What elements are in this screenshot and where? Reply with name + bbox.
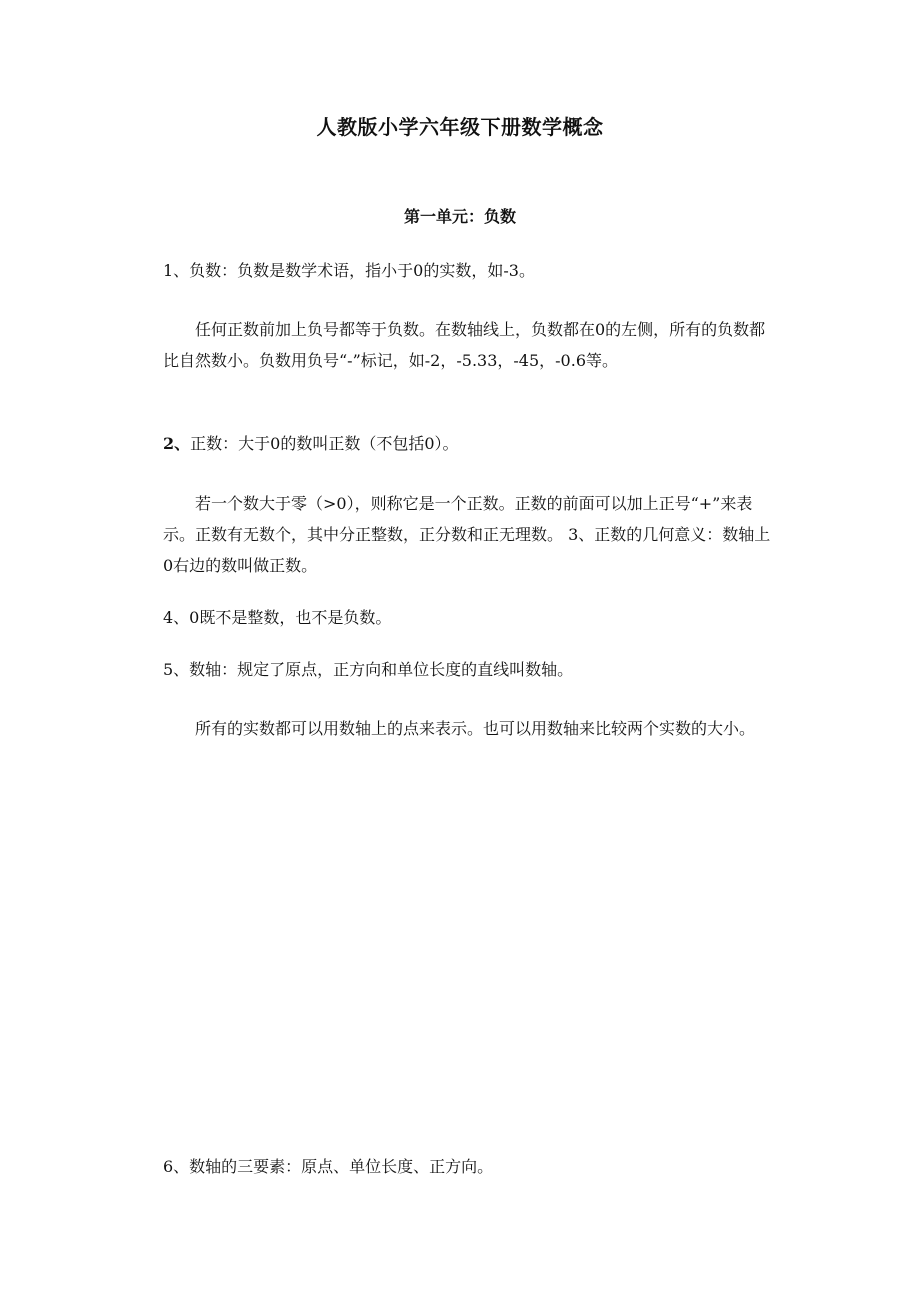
item-4: 4、0既不是整数，也不是负数。 bbox=[163, 608, 392, 627]
document-title: 人教版小学六年级下册数学概念 bbox=[316, 115, 604, 139]
item-1-paragraph: 任何正数前加上负号都等于负数。在数轴线上，负数都在0的左侧，所有的负数都比自然数小。负数用负号“-”标记，如-2，-5.33，-45，-0.6等。 bbox=[163, 320, 766, 370]
item-2 bbox=[163, 428, 773, 459]
item-1: 1、负数：负数是数学术语，指小于0的实数，如-3。 bbox=[163, 261, 535, 280]
unit-title: 第一单元：负数 bbox=[403, 207, 516, 226]
item-6: 6、数轴的三要素：原点、单位长度、正方向。 bbox=[163, 1157, 494, 1176]
item-5: 5、数轴：规定了原点，正方向和单位长度的直线叫数轴。 bbox=[163, 660, 574, 679]
item-5-paragraph: 所有的实数都可以用数轴上的点来表示。也可以用数轴来比较两个实数的大小。 bbox=[195, 719, 756, 738]
item-2-paragraph: 若一个数大于零（>0），则称它是一个正数。正数的前面可以加上正号“+”来表示。正数有无数个，其中分正整数，正分数和正无理数。 3、正数的几何意义：数轴上0右边的数叫做正数。 bbox=[163, 494, 771, 575]
item-2-text: 正数：大于0的数叫正数（不包括0）。 bbox=[190, 434, 459, 453]
item-2-number: 2、 bbox=[163, 434, 191, 453]
